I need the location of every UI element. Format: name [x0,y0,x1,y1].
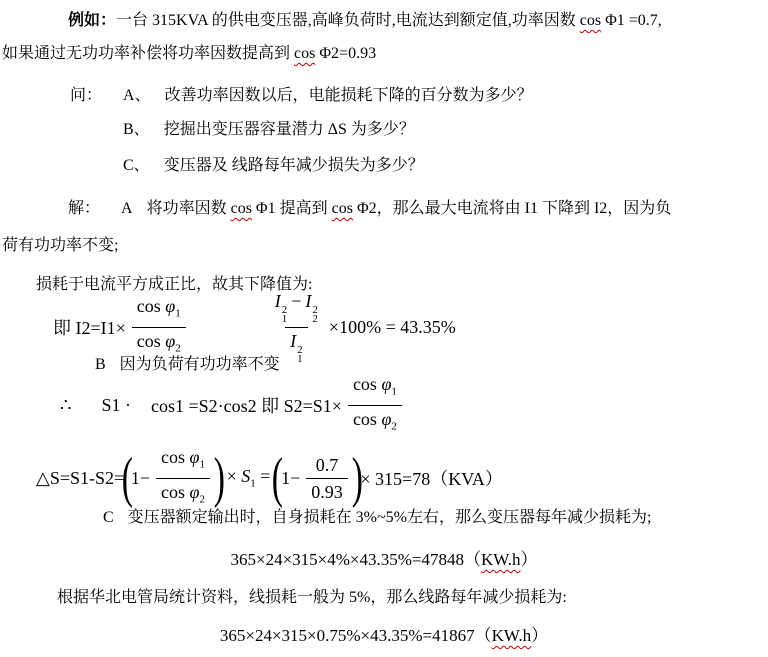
equation-ds-prefix: △S=S1-S2= [36,467,125,488]
line-loss-note [57,588,567,608]
subscript: 1 [297,352,303,365]
question-line-b [123,120,415,140]
superscript: 2 [297,343,303,356]
solution-a-tag: A [121,200,133,217]
one-minus: 1− [281,467,301,488]
phi-token: φ [381,408,392,429]
therefore-symbol: ∴ [60,394,72,415]
cos-token: cos [160,481,185,502]
misspelled-cos: cos [331,200,353,217]
supsub [297,343,303,365]
question-b-text: 挖掘出变压器容量潜力 ΔS 为多少？ [163,121,415,138]
solution-label: 解： [68,200,101,217]
subscript: 1 [250,477,256,490]
solution-paragraph [2,190,768,264]
fraction-denominator: 0.93 [306,478,348,502]
misspelled-cos: cos [230,200,252,217]
fraction-denominator [132,327,186,359]
fraction-numerator [348,374,402,405]
fraction-denominator [156,478,210,510]
subscript: 1 [199,458,205,471]
current-symbol: I [290,330,297,351]
fraction-numerator: 0.7 [315,454,339,475]
solution-text-1: 将功率因数 [146,200,231,217]
equation-delta-s [36,446,503,509]
supsub [281,303,288,325]
minus-sign: − [291,290,302,311]
fraction-cosphi [348,374,402,436]
calc-line-1 [0,550,768,570]
fraction-denominator [285,327,308,364]
fraction-denominator [348,405,402,437]
cos-token: cos [352,373,377,394]
fraction-numerator [270,291,323,327]
misspelled-kwh: KW.h [491,626,532,645]
fraction-numeric [306,455,348,502]
equation-i2-prefix: 即 I2=I1× [53,318,126,338]
supsub [312,303,318,325]
phi-token: φ [381,373,392,394]
subscript: 1 [175,307,181,320]
fraction-cosphi [132,296,186,358]
subscript: 2 [312,312,318,325]
intro-text-1: 一台 315KVA 的供电变压器,高峰负荷时,电流达到额定值,功率因数 [116,12,580,29]
line-loss-note-text: 根据华北电管局统计资料，线损耗一般为 5%，那么线路每年减少损耗为: [57,589,567,606]
answer-c-line [103,508,651,528]
fraction-cosphi [156,447,210,509]
intro-paragraph [2,4,768,70]
cos-token: cos [136,295,161,316]
right-paren: ) [213,446,225,509]
answer-b-line [95,355,280,375]
answer-c-tag: C [103,509,114,526]
fraction-current-ratio [270,291,323,364]
subscript: 2 [391,420,397,433]
calc-2-expression: 365×24×315×0.75%×43.35%=41867（ [219,626,492,645]
calc-1-expression: 365×24×315×4%×43.35%=47848（ [230,550,481,569]
equation-s2 [60,373,408,433]
answer-c-text: 变压器额定输出时，自身损耗在 3%~5%左右，那么变压器每年减少损耗为; [127,509,652,526]
misspelled-kwh: KW.h [481,550,521,569]
misspelled-cos: cos [294,45,316,62]
equation-i2-result: ×100% = 43.35% [328,316,456,337]
solution-text-2: Φ1 提高到 [251,200,332,217]
left-paren: ( [272,446,284,509]
paren-group-2 [281,455,354,502]
equals-sign: = [260,466,271,487]
paren-group-1 [131,447,216,509]
solution-text-4: 荷有功功率不变; [2,237,119,254]
phi-token: φ [165,330,176,351]
question-a-text: 改善功率因数以后，电能损耗下降的百分数为多少？ [164,87,533,104]
s-symbol: S [241,466,251,487]
calc-line-2 [0,626,768,646]
solution-text-3: Φ2，那么最大电流将由 I1 下降到 I2，因为负 [352,200,672,217]
phi-token: φ [189,446,200,467]
question-c-tag: C、 [123,157,150,174]
question-line-a [70,86,533,106]
question-a-tag: A、 [123,87,151,104]
calc-2-close: ） [531,626,549,645]
misspelled-cos: cos [579,12,602,29]
intro-text-3: 如果通过无功功率补偿将功率因数提高到 [2,45,295,62]
left-paren: ( [121,446,134,509]
equation-ds-result: × 315=78（KVA） [360,469,503,489]
intro-label: 例如： [68,12,117,29]
superscript: 2 [312,303,318,316]
calc-1-close: ） [520,550,538,569]
subscript: 2 [175,342,181,355]
fraction-numerator [132,296,186,327]
current-symbol: I [305,290,312,311]
subscript: 1 [391,385,397,398]
times-s1 [227,466,271,490]
subscript: 2 [199,493,205,506]
phi-token: φ [189,481,200,502]
loss-note-text: 损耗于电流平方成正比，故其下降值为: [36,276,313,293]
superscript: 2 [281,303,288,316]
intro-text-2: Φ1 =0.7, [601,12,662,29]
cos-token: cos [136,330,161,351]
question-line-c [123,156,424,176]
equation-s2-term2: cos1 =S2·cos2 即 S2=S1× [150,396,342,416]
phi-token: φ [165,295,176,316]
right-paren: ) [351,446,363,509]
answer-b-text: 因为负荷有功功率不变 [119,356,280,373]
question-label: 问： [70,87,103,104]
equation-s2-term1: S1 · [101,394,131,415]
question-c-text: 变压器及 线路每年减少损失为多少？ [163,157,424,174]
intro-text-4: Φ2=0.93 [315,45,377,62]
subscript: 1 [281,312,288,325]
times-sign: × [226,466,237,487]
cos-token: cos [352,408,377,429]
current-symbol: I [274,290,281,311]
question-b-tag: B、 [123,121,150,138]
answer-b-tag: B [95,356,106,373]
cos-token: cos [160,446,185,467]
fraction-numerator [156,447,210,478]
one-minus: 1− [130,467,150,488]
